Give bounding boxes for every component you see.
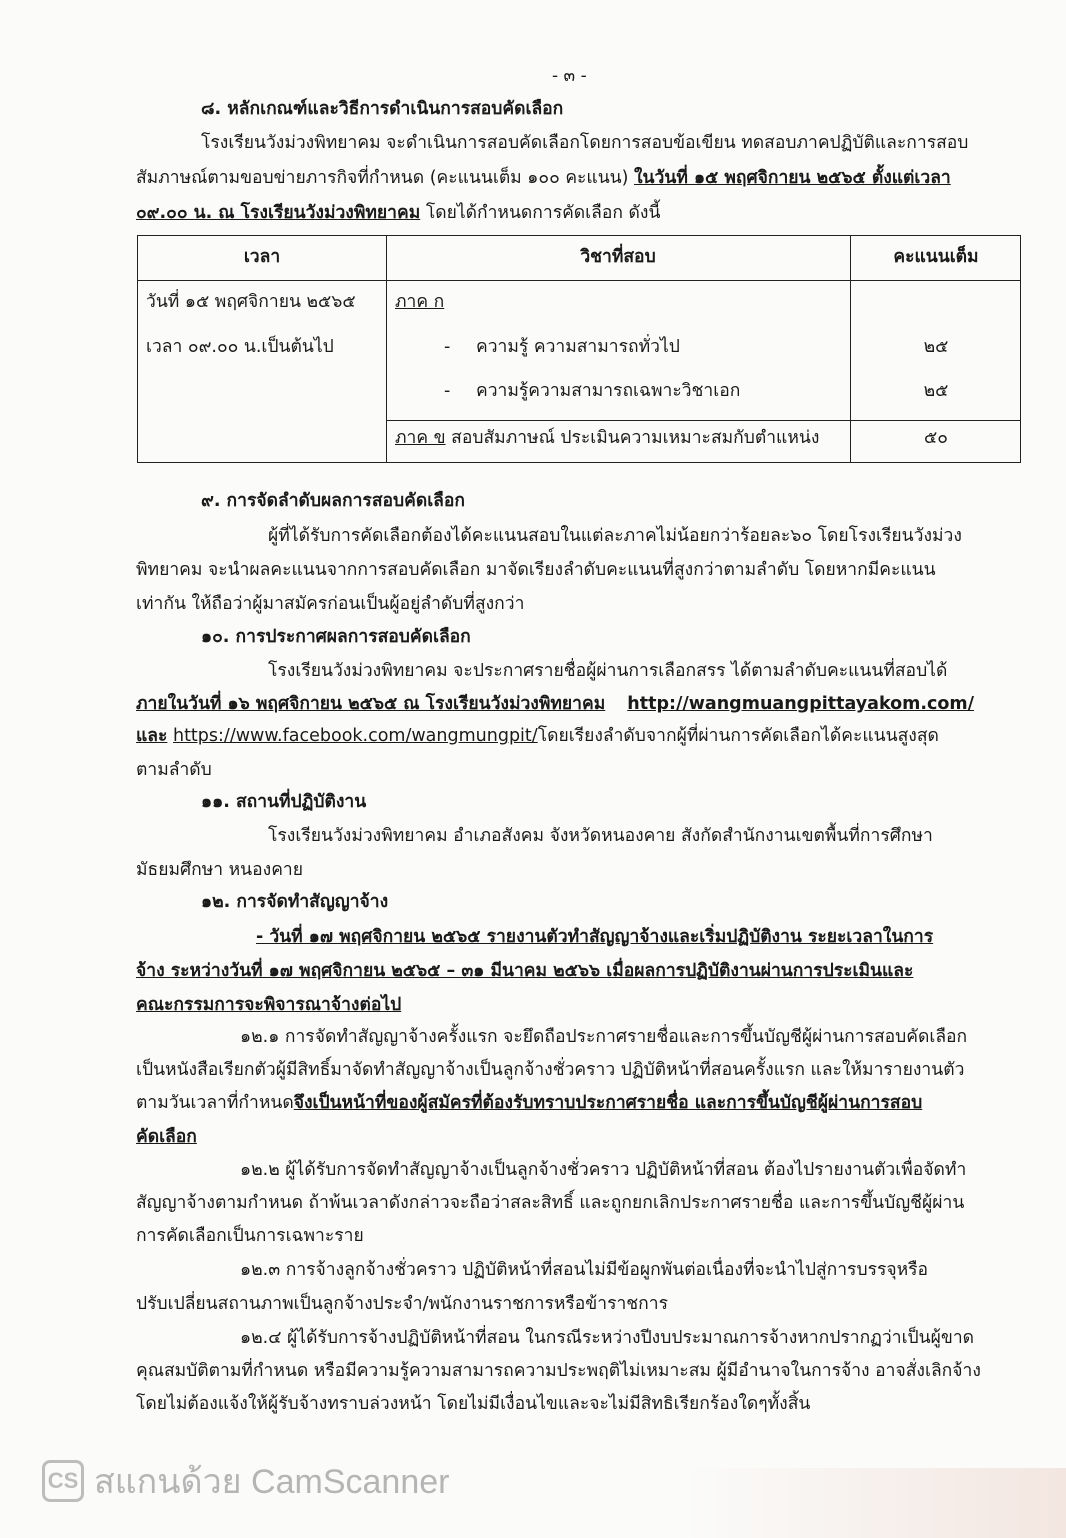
section8-heading: ๘. หลักเกณฑ์และวิธีการดำเนินการสอบคัดเลือก (201, 99, 564, 119)
clause-12-1-line1: ๑๒.๑ การจัดทำสัญญาจ้างครั้งแรก จะยึดถือประกาศรายชื่อและการขึ้นบัญชีผู้ผ่านการสอบคัดเลือก (240, 1027, 968, 1047)
announce-date-place: ภายในวันที่ ๑๖ พฤศจิกายน ๒๕๖๕ ณ โรงเรียนวังม่วงพิทยาคม (136, 694, 606, 714)
clause-12-3-line1: ๑๒.๓ การจ้างลูกจ้างชั่วคราว ปฏิบัติหน้าที่สอนไม่มีข้อผูกพันต่อเนื่องที่จะนำไปสู่การบรรจุหรือ (240, 1260, 929, 1280)
camscanner-text: สแกนด้วย CamScanner (94, 1463, 450, 1501)
item2-subject: ความรู้ความสามารถเฉพาะวิชาเอก (476, 381, 741, 401)
clause-12-1-line3 (136, 1091, 922, 1115)
section8-line3 (136, 201, 660, 225)
item2-dash: - (444, 381, 451, 401)
section8-line2-text: สัมภาษณ์ตามขอบข่ายภารกิจที่กำหนด (คะแนนเต็ม ๑๐๐ คะแนน) (136, 168, 635, 188)
camscanner-watermark (42, 1454, 449, 1508)
scan-shadow (686, 1468, 1066, 1538)
table-time: เวลา ๐๙.๐๐ น.เป็นต้นไป (146, 337, 334, 357)
contract-date-line1: - วันที่ ๑๗ พฤศจิกายน ๒๕๖๕ รายงานตัวทำสัญญาจ้างและเริ่มปฏิบัติงาน ระยะเวลาในการ (256, 927, 934, 947)
applicant-duty-text: จึงเป็นหน้าที่ของผู้สมัครที่ต้องรับทราบประกาศรายชื่อ และการขึ้นบัญชีผู้ผ่านการสอบ (293, 1093, 923, 1113)
section12-heading: ๑๒. การจัดทำสัญญาจ้าง (201, 892, 389, 912)
clause-12-3-line2: ปรับเปลี่ยนสถานภาพเป็นลูกจ้างประจำ/พนักงานราชการหรือข้าราชการ (136, 1294, 669, 1314)
item1-dash: - (444, 337, 451, 357)
section8-line1: โรงเรียนวังม่วงพิทยาคม จะดำเนินการสอบคัดเลือกโดยการสอบข้อเขียน ทดสอบภาคปฏิบัติและการสอบ (201, 133, 969, 153)
section9-line1: ผู้ที่ได้รับการคัดเลือกต้องได้คะแนนสอบในแต่ละภาคไม่น้อยกว่าร้อยละ๖๐ โดยโรงเรียนวังม่วง (268, 526, 962, 546)
part-b-text: สอบสัมภาษณ์ ประเมินความเหมาะสมกับตำแหน่ง (445, 428, 820, 448)
part-a-label: ภาค ก (395, 292, 445, 312)
section8-line2 (136, 166, 951, 190)
and-text: และ (136, 726, 168, 746)
section11-line1: โรงเรียนวังม่วงพิทยาคม อำเภอสังคม จังหวัดหนองคาย สังกัดสำนักงานเขตพื้นที่การศึกษา (268, 826, 933, 846)
clause-12-2-line3: การคัดเลือกเป็นการเฉพาะราย (136, 1226, 364, 1246)
section10-line1: โรงเรียนวังม่วงพิทยาคม จะประกาศรายชื่อผู้ผ่านการเลือกสรร ได้ตามลำดับคะแนนที่สอบได้ (268, 661, 948, 681)
camscanner-logo-icon: CS (42, 1460, 84, 1502)
section11-line2: มัธยมศึกษา หนองคาย (136, 860, 303, 880)
section10-line3 (136, 724, 939, 748)
school-website-link[interactable]: http://wangmuangpittayakom.com/ (627, 694, 975, 714)
section10-line4: ตามลำดับ (136, 760, 212, 780)
part-b-score: ๕๐ (924, 428, 948, 448)
table-date: วันที่ ๑๕ พฤศจิกายน ๒๕๖๕ (146, 292, 356, 312)
clause-12-1-line3-text: ตามวันเวลาที่กำหนด (136, 1093, 294, 1113)
item2-score: ๒๕ (923, 381, 949, 401)
section11-heading: ๑๑. สถานที่ปฏิบัติงาน (201, 792, 367, 812)
section10-line2 (136, 692, 974, 716)
item1-subject: ความรู้ ความสามารถทั่วไป (476, 337, 680, 357)
clause-12-1-line2: เป็นหนังสือเรียกตัวผู้มีสิทธิ์มาจัดทำสัญญาจ้างเป็นลูกจ้างชั่วคราว ปฏิบัติหน้าที่สอนครั้งแรก และให้มารายงานตัว (136, 1060, 965, 1080)
clause-12-4-line3: โดยไม่ต้องแจ้งให้ผู้รับจ้างทราบล่วงหน้า โดยไม่มีเงื่อนไขและจะไม่มีสิทธิเรียกร้องใดๆทั้งสิ้น (136, 1394, 811, 1414)
contract-date-line2: จ้าง ระหว่างวันที่ ๑๗ พฤศจิกายน ๒๕๖๕ – ๓๑ มีนาคม ๒๕๖๖ เมื่อผลการปฏิบัติงานผ่านการประเมินและ (136, 961, 914, 981)
table-header-score: คะแนนเต็ม (893, 247, 979, 267)
section10-heading: ๑๐. การประกาศผลการสอบคัดเลือก (201, 627, 471, 647)
section9-line2: พิทยาคม จะนำผลคะแนนจากการสอบคัดเลือก มาจัดเรียงลำดับคะแนนที่สูงกว่าตามลำดับ โดยหากมีคะแนน (136, 560, 936, 580)
section9-heading: ๙. การจัดลำดับผลการสอบคัดเลือก (201, 491, 466, 511)
clause-12-4-line2: คุณสมบัติตามที่กำหนด หรือมีความรู้ความสามารถความประพฤติไม่เหมาะสม ผู้มีอำนาจในการจ้าง อาจสั่งเลิกจ้าง (136, 1361, 981, 1381)
section8-line3-text: โดยได้กำหนดการคัดเลือก ดังนี้ (420, 203, 661, 223)
exam-date-text: ในวันที่ ๑๕ พฤศจิกายน ๒๕๖๕ ตั้งแต่เวลา (634, 168, 951, 188)
table-header-subject: วิชาที่สอบ (580, 247, 656, 267)
contract-date-line3: คณะกรรมการจะพิจารณาจ้างต่อไป (136, 995, 402, 1015)
item1-score: ๒๕ (923, 337, 949, 357)
clause-12-1-line4: คัดเลือก (136, 1127, 197, 1147)
facebook-link[interactable]: https://www.facebook.com/wangmungpit/ (172, 726, 538, 746)
page-number: - ๓ - (552, 66, 587, 86)
section9-line3: เท่ากัน ให้ถือว่าผู้มาสมัครก่อนเป็นผู้อยู่ลำดับที่สูงกว่า (136, 594, 525, 614)
table-header-time: เวลา (243, 247, 281, 267)
clause-12-2-line2: สัญญาจ้างตามกำหนด ถ้าพ้นเวลาดังกล่าวจะถือว่าสละสิทธิ์ และถูกยกเลิกประกาศรายชื่อ และการขึ้นบัญชีผู้ผ่าน (136, 1193, 965, 1213)
clause-12-4-line1: ๑๒.๔ ผู้ได้รับการจ้างปฏิบัติหน้าที่สอน ในกรณีระหว่างปีงบประมาณการจ้างหากปรากฏว่าเป็นผู้ขาด (240, 1328, 975, 1348)
part-b-label: ภาค ข (395, 428, 446, 448)
exam-schedule-table (137, 235, 1021, 463)
clause-12-2-line1: ๑๒.๒ ผู้ได้รับการจัดทำสัญญาจ้างเป็นลูกจ้างชั่วคราว ปฏิบัติหน้าที่สอน ต้องไปรายงานตัวเพื่อจัดทำ (240, 1160, 967, 1180)
part-b-row (395, 426, 819, 450)
exam-time-place: ๐๙.๐๐ น. ณ โรงเรียนวังม่วงพิทยาคม (136, 203, 421, 223)
section10-line3-text: โดยเรียงลำดับจากผู้ที่ผ่านการคัดเลือกได้คะแนนสูงสุด (537, 726, 939, 746)
